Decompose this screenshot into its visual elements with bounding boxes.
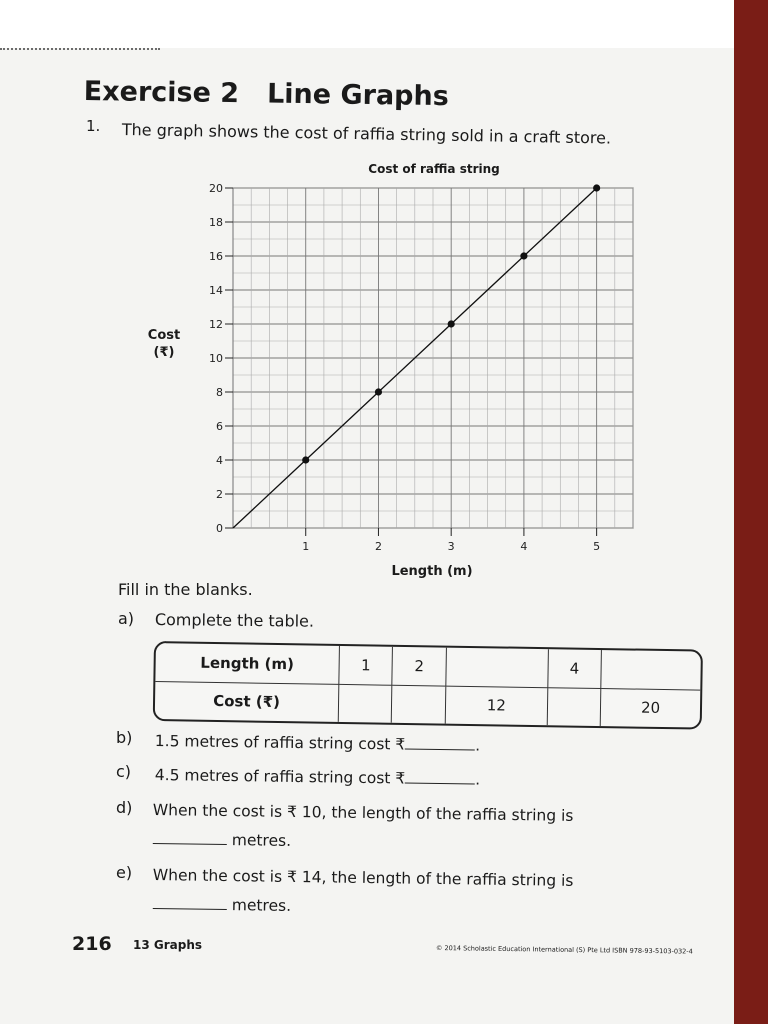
chart-svg [140,155,660,585]
data-point [448,320,455,327]
table-cell[interactable] [446,648,548,688]
copyright-notice: © 2014 Scholastic Education International (S) Pte Ltd ISBN 978-93-5103-032-4 [435,944,693,956]
y-tick-label: 10 [209,352,223,365]
exercise-label: Exercise 2 [83,76,240,110]
part-c-question: 4.5 metres of raffia string cost ₹ . [154,765,481,789]
y-tick-label: 14 [209,284,223,297]
table-header-length: Length (m) [155,643,339,684]
y-tick-label: 4 [216,454,223,467]
y-tick-label: 0 [216,522,223,535]
part-d-question: When the cost is ₹ 10, the length of the raffia string is [152,801,574,825]
part-c-blank[interactable] [405,768,475,784]
book-cover-edge [734,0,768,1024]
part-b-question: 1.5 metres of raffia string cost ₹ . [154,731,481,755]
part-a-text: Complete the table. [154,610,315,631]
part-b-blank[interactable] [405,734,475,750]
x-tick-label: 4 [520,540,528,553]
y-tick-label: 20 [209,182,223,195]
part-e-label: e) [116,863,133,882]
length-cost-table [153,641,703,730]
x-tick-label: 5 [593,540,601,553]
part-b-text: 1.5 metres of raffia string cost ₹ [154,731,406,754]
y-tick-label: 18 [209,216,223,229]
part-a-label: a) [118,609,135,628]
y-axis-label-line2: (₹) [153,345,175,360]
chart-grid [233,188,633,528]
y-tick-label: 16 [209,250,223,263]
chart-title: Cost of raffia string [368,162,500,176]
table-cell[interactable]: 20 [600,688,700,728]
table-cell[interactable]: 1 [339,646,393,685]
table-header-cost: Cost (₹) [155,681,339,722]
perforation-line [0,48,160,50]
page-top-margin [0,0,734,48]
x-tick-label: 2 [374,540,382,553]
data-point [302,456,309,463]
data-point [375,388,382,395]
chapter-label: 13 Graphs [133,938,203,952]
table-row-cost [155,681,701,728]
question-number: 1. [86,117,101,135]
part-d-label: d) [116,798,133,817]
part-c-label: c) [116,762,132,781]
part-e-continuation: metres. [153,894,291,915]
page-title [84,76,449,112]
table-cell[interactable] [547,687,601,726]
table-cell[interactable] [392,685,446,724]
y-tick-label: 2 [216,488,223,501]
page-number: 216 [72,933,112,955]
y-axis-label-line1: Cost [147,328,181,343]
table-cell[interactable] [601,650,701,690]
part-c-text: 4.5 metres of raffia string cost ₹ [154,765,406,788]
data-point [593,184,600,191]
table-cell[interactable]: 2 [392,647,446,686]
topic-label: Line Graphs [266,78,450,113]
part-b-label: b) [116,728,133,747]
table-cell[interactable]: 4 [548,649,602,688]
data-point [520,252,527,259]
part-e-blank[interactable] [153,894,227,910]
instructions: Fill in the blanks. [118,580,253,599]
y-tick-label: 6 [216,420,223,433]
table-cell[interactable] [338,684,392,723]
x-tick-label: 1 [302,540,310,553]
y-tick-label: 12 [209,318,223,331]
line-chart [140,155,660,585]
part-d-blank[interactable] [153,829,227,845]
part-d-continuation: metres. [153,829,291,850]
chart-series [233,184,600,528]
table-cell[interactable]: 12 [445,686,547,726]
x-axis-label: Length (m) [391,564,473,579]
part-e-question: When the cost is ₹ 14, the length of the raffia string is [152,866,574,890]
question-text: The graph shows the cost of raffia string sold in a craft store. [121,120,612,148]
y-tick-label: 8 [216,386,223,399]
x-tick-label: 3 [447,540,455,553]
